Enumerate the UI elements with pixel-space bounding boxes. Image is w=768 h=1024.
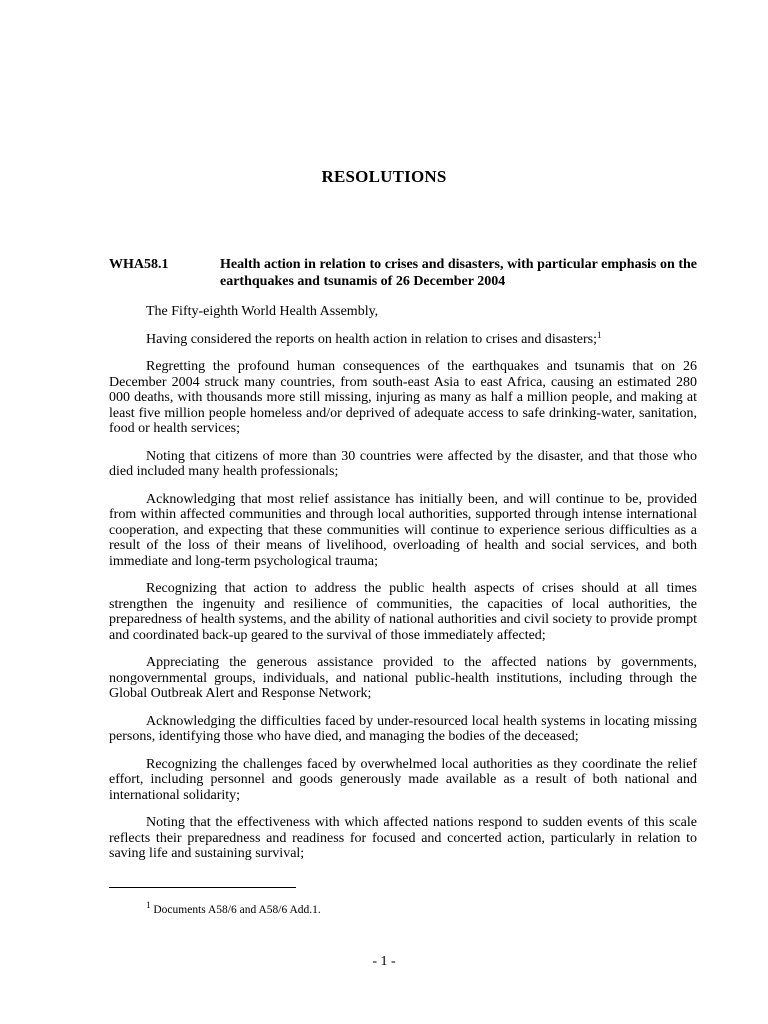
paragraph	[109, 655, 697, 702]
paragraph	[109, 359, 697, 437]
paragraph	[109, 581, 697, 643]
paragraph	[109, 815, 697, 862]
paragraph	[109, 304, 697, 320]
resolution-body	[109, 304, 697, 874]
page-title: RESOLUTIONS	[321, 167, 447, 186]
footnote-text: Documents A58/6 and A58/6 Add.1.	[153, 904, 321, 916]
paragraph-text: Recognizing that action to address the public health aspects of crises should at all times strengthen the ingenuity and resilience of communities, the capacities of local authorities, the preparedness of health systems, and the ability of national authorities and civil society to provide prompt and coordinated back-up geared to the survival of those immediately affected;	[109, 581, 697, 643]
paragraph	[109, 714, 697, 745]
paragraph-text: Having considered the reports on health action in relation to crises and disasters;	[146, 331, 597, 347]
paragraph	[109, 492, 697, 570]
resolution-number: WHA58.1	[109, 257, 169, 272]
paragraph	[109, 329, 697, 348]
paragraph-text: Acknowledging the difficulties faced by under-resourced local health systems in locating missing persons, identifying those who have died, and managing the bodies of the deceased;	[109, 713, 697, 744]
paragraph-text: Recognizing the challenges faced by overwhelmed local authorities as they coordinate the relief effort, including personnel and goods generously made available as a result of both national and international solidarity;	[109, 756, 697, 803]
footnote-marker: 1	[146, 900, 151, 910]
footnote	[146, 900, 321, 917]
paragraph-text: Noting that the effectiveness with which affected nations respond to sudden events of this scale reflects their preparedness and readiness for focused and concerted action, particularly in relation to saving life and sustaining survival;	[109, 815, 697, 861]
footnote-reference: 1	[596, 329, 602, 340]
resolution-heading: Health action in relation to crises and disasters, with particular emphasis on the earthquakes and tsunamis of 26 December 2004	[220, 257, 697, 289]
page-number: - 1 -	[372, 954, 396, 969]
paragraph-text: Regretting the profound human consequences of the earthquakes and tsunamis that on 26 December 2004 struck many countries, from south-east Asia to east Africa, causing an estimated 280 000 deaths, with thousands more still missing, injuring as many as half a million people, and making at least five million people homeless and/or deprived of adequate access to safe drinking-water, sanitation, food or health services;	[109, 359, 697, 436]
footnote-divider	[109, 887, 296, 888]
paragraph-text: Appreciating the generous assistance provided to the affected nations by governments, nongovernmental groups, individuals, and national public-health institutions, including through the Global Outbreak Alert and Response Network;	[109, 655, 697, 701]
paragraph-text: Acknowledging that most relief assistance has initially been, and will continue to be, provided from within affected communities and through local authorities, supported through intense international cooperation, and expecting that these communities will continue to experience serious difficulties as a result of the loss of their means of livelihood, overloading of health and social services, and both immediate and long-term psychological trauma;	[109, 491, 697, 569]
paragraph-text: Noting that citizens of more than 30 countries were affected by the disaster, and that those who died included many health professionals;	[109, 448, 697, 479]
resolution-header	[109, 256, 697, 290]
paragraph-text: The Fifty-eighth World Health Assembly,	[146, 304, 379, 319]
paragraph	[109, 449, 697, 480]
paragraph	[109, 757, 697, 804]
